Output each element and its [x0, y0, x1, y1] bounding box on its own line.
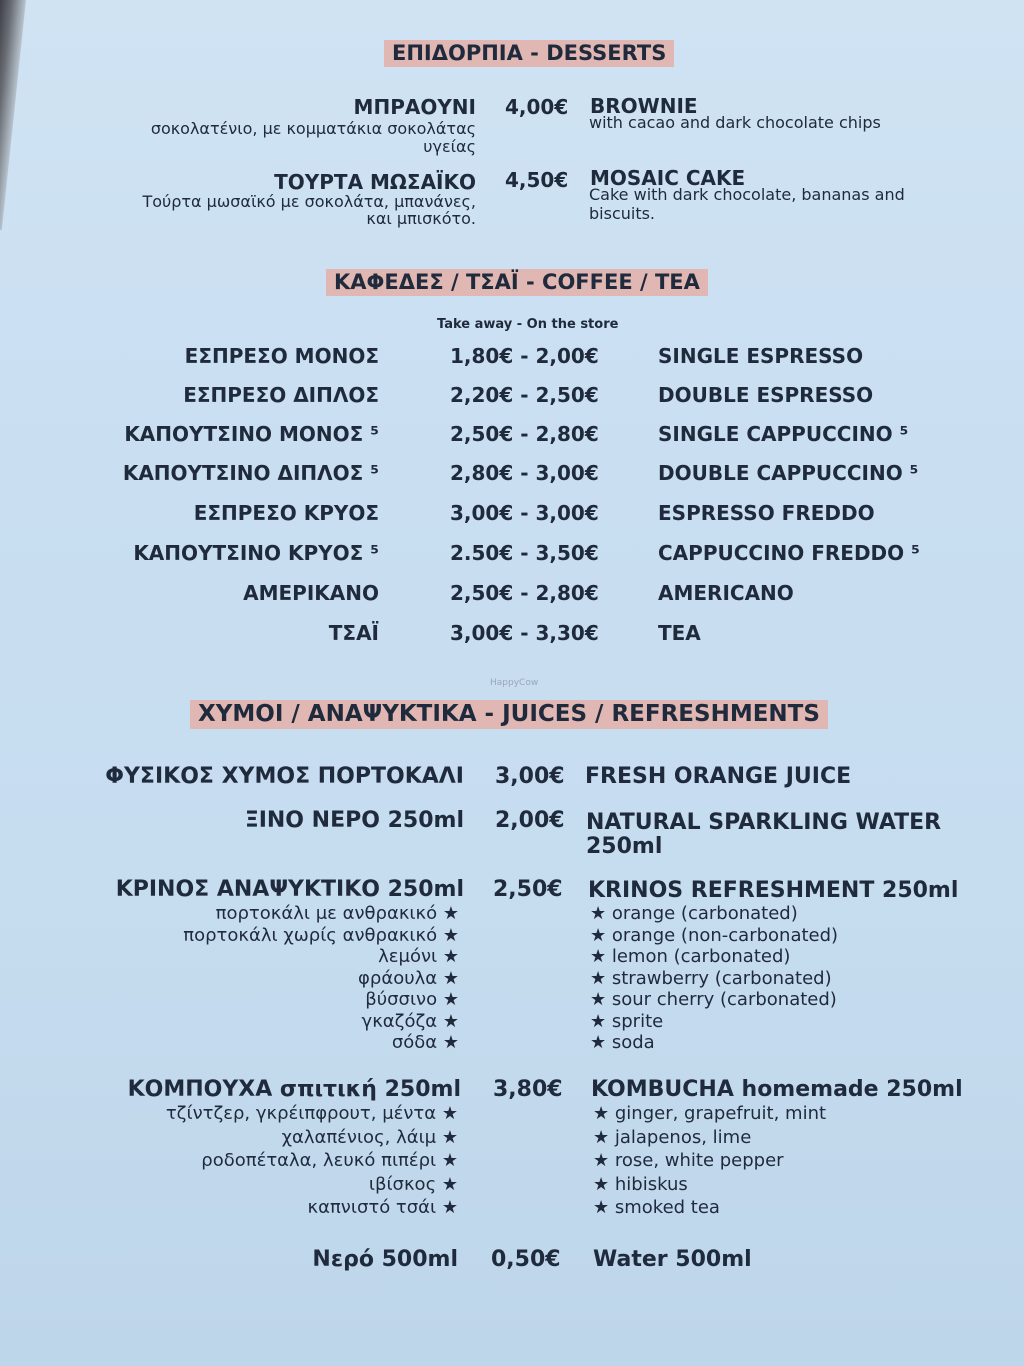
juice-flavor-en: ★ strawberry (carbonated) [590, 967, 832, 989]
juice-en-name: NATURAL SPARKLING WATER [586, 810, 942, 835]
kombucha-flavor-gr: ιβίσκος ★ [368, 1173, 458, 1195]
coffee-gr-name: ΕΣΠΡΕΣΟ ΚΡΥΟΣ [193, 501, 379, 525]
coffee-gr-name: ΕΣΠΡΕΣΟ ΔΙΠΛΟΣ [183, 383, 379, 407]
coffee-gr-name: ΕΣΠΡΕΣΟ ΜΟΝΟΣ [184, 344, 379, 368]
coffee-price: 2.50€ - 3,50€ [450, 541, 599, 565]
kombucha-flavor-en: ★ hibiskus [593, 1173, 688, 1195]
juice-gr-name: ΦΥΣΙΚΟΣ ΧΥΜΟΣ ΠΟΡΤΟΚΑΛΙ [105, 764, 464, 789]
desserts-heading: ΕΠΙΔΟΡΠΙΑ - DESSERTS [384, 40, 674, 67]
juice-flavor-gr: φράουλα ★ [358, 967, 459, 989]
dessert-en-desc: Cake with dark chocolate, bananas and [589, 185, 905, 204]
juice-gr-name: ΚΟΜΠΟΥΧΑ σπιτική 250ml [127, 1077, 461, 1102]
kombucha-flavor-en: ★ jalapenos, lime [593, 1126, 752, 1148]
coffee-subheading: Take away - On the store [437, 317, 619, 332]
coffee-en-name: SINGLE ESPRESSO [658, 344, 864, 368]
coffee-gr-name: ΚΑΠΟΥΤΣΙΝΟ ΚΡΥΟΣ ⁵ [133, 541, 379, 565]
coffee-en-name: DOUBLE CAPPUCCINO ⁵ [658, 461, 919, 485]
kombucha-flavor-en: ★ ginger, grapefruit, mint [593, 1103, 827, 1124]
juice-flavor-gr: βύσσινο ★ [365, 989, 459, 1010]
dessert-price: 4,50€ [505, 168, 569, 192]
juice-gr-name: ΚΡΙΝΟΣ ΑΝΑΨΥΚΤΙΚΟ 250ml [115, 877, 464, 902]
juice-gr-name: Νερό 500ml [312, 1247, 458, 1272]
juice-price: 2,50€ [493, 877, 563, 902]
watermark: HappyCow [490, 678, 539, 688]
juice-flavor-gr: σόδα ★ [391, 1032, 459, 1053]
juice-flavor-en: ★ orange (non-carbonated) [590, 924, 839, 946]
kombucha-flavor-gr: ροδοπέταλα, λευκό πιπέρι ★ [201, 1150, 458, 1171]
juice-flavor-en: ★ soda [590, 1032, 655, 1053]
coffee-gr-name: ΑΜΕΡΙΚΑΝΟ [243, 581, 379, 605]
coffee-gr-name: ΚΑΠΟΥΤΣΙΝΟ ΔΙΠΛΟΣ ⁵ [122, 461, 379, 485]
coffee-gr-name: ΚΑΠΟΥΤΣΙΝΟ ΜΟΝΟΣ ⁵ [124, 422, 379, 446]
juice-price: 0,50€ [491, 1247, 561, 1272]
juice-en-name: KOMBUCHA homemade 250ml [591, 1077, 963, 1102]
dessert-en-name: BROWNIE [590, 94, 698, 118]
juice-flavor-gr: λεμόνι ★ [378, 946, 459, 967]
kombucha-flavor-en: ★ smoked tea [593, 1197, 720, 1218]
juice-flavor-gr: πορτοκάλι χωρίς ανθρακικό ★ [183, 924, 459, 946]
coffee-price: 2,50€ - 2,80€ [450, 581, 599, 605]
dessert-gr-desc: Τούρτα μωσαϊκό με σοκολάτα, μπανάνες, [142, 192, 476, 211]
juice-price: 2,00€ [495, 808, 565, 833]
coffee-en-name: CAPPUCCINO FREDDO ⁵ [658, 541, 920, 565]
juice-en-name: FRESH ORANGE JUICE [585, 764, 852, 789]
juice-en-name: 250ml [586, 834, 663, 859]
kombucha-flavor-gr: καπνιστό τσάι ★ [307, 1197, 458, 1218]
coffee-en-name: AMERICANO [658, 581, 794, 605]
coffee-price: 3,00€ - 3,30€ [450, 621, 599, 645]
dessert-gr-name: ΤΟΥΡΤΑ ΜΩΣΑΪΚΟ [274, 170, 476, 194]
juice-flavor-en: ★ lemon (carbonated) [590, 946, 791, 967]
dessert-en-desc: with cacao and dark chocolate chips [589, 113, 881, 132]
juice-flavor-en: ★ sprite [590, 1010, 664, 1032]
coffee-price: 1,80€ - 2,00€ [450, 344, 599, 368]
dessert-gr-name: ΜΠΡΑΟΥΝΙ [353, 95, 476, 119]
coffee-price: 3,00€ - 3,00€ [450, 501, 599, 525]
juice-gr-name: ΞΙΝΟ ΝΕΡΟ 250ml [244, 808, 464, 833]
dessert-gr-desc: υγείας [423, 137, 476, 156]
juice-flavor-en: ★ orange (carbonated) [590, 903, 798, 924]
coffee-price: 2,50€ - 2,80€ [450, 422, 599, 446]
kombucha-flavor-en: ★ rose, white pepper [593, 1150, 784, 1171]
kombucha-flavor-gr: χαλαπένιος, λάιμ ★ [281, 1126, 458, 1148]
kombucha-flavor-gr: τζίντζερ, γκρέιπφρουτ, μέντα ★ [165, 1103, 458, 1124]
coffee-en-name: ESPRESSO FREDDO [658, 501, 875, 525]
coffee-en-name: TEA [658, 621, 701, 645]
coffee-price: 2,20€ - 2,50€ [450, 383, 599, 407]
juice-en-name: Water 500ml [593, 1247, 752, 1272]
dessert-gr-desc: και μπισκότο. [366, 209, 476, 228]
dessert-en-name: MOSAIC CAKE [590, 166, 746, 190]
coffee-en-name: SINGLE CAPPUCCINO ⁵ [658, 422, 909, 446]
coffee-en-name: DOUBLE ESPRESSO [658, 383, 874, 407]
coffee-gr-name: ΤΣΑΪ [328, 621, 379, 645]
dessert-en-desc: biscuits. [589, 204, 656, 223]
juices-heading: ΧΥΜΟΙ / ΑΝΑΨΥΚΤΙΚΑ - JUICES / REFRESHMENTS [190, 700, 828, 729]
coffee-heading: ΚΑΦΕΔΕΣ / ΤΣΑΪ - COFFEE / TEA [326, 269, 708, 296]
menu-cover-edge [0, 0, 26, 230]
juice-price: 3,80€ [493, 1077, 563, 1102]
juice-flavor-gr: πορτοκάλι με ανθρακικό ★ [215, 903, 459, 924]
juice-en-name: KRINOS REFRESHMENT 250ml [588, 878, 959, 903]
juice-price: 3,00€ [495, 764, 565, 789]
dessert-gr-desc: σοκολατένιο, με κομματάκια σοκολάτας [150, 119, 476, 138]
juice-flavor-en: ★ sour cherry (carbonated) [590, 989, 837, 1010]
juice-flavor-gr: γκαζόζα ★ [361, 1010, 459, 1032]
dessert-price: 4,00€ [505, 95, 569, 119]
coffee-price: 2,80€ - 3,00€ [450, 461, 599, 485]
